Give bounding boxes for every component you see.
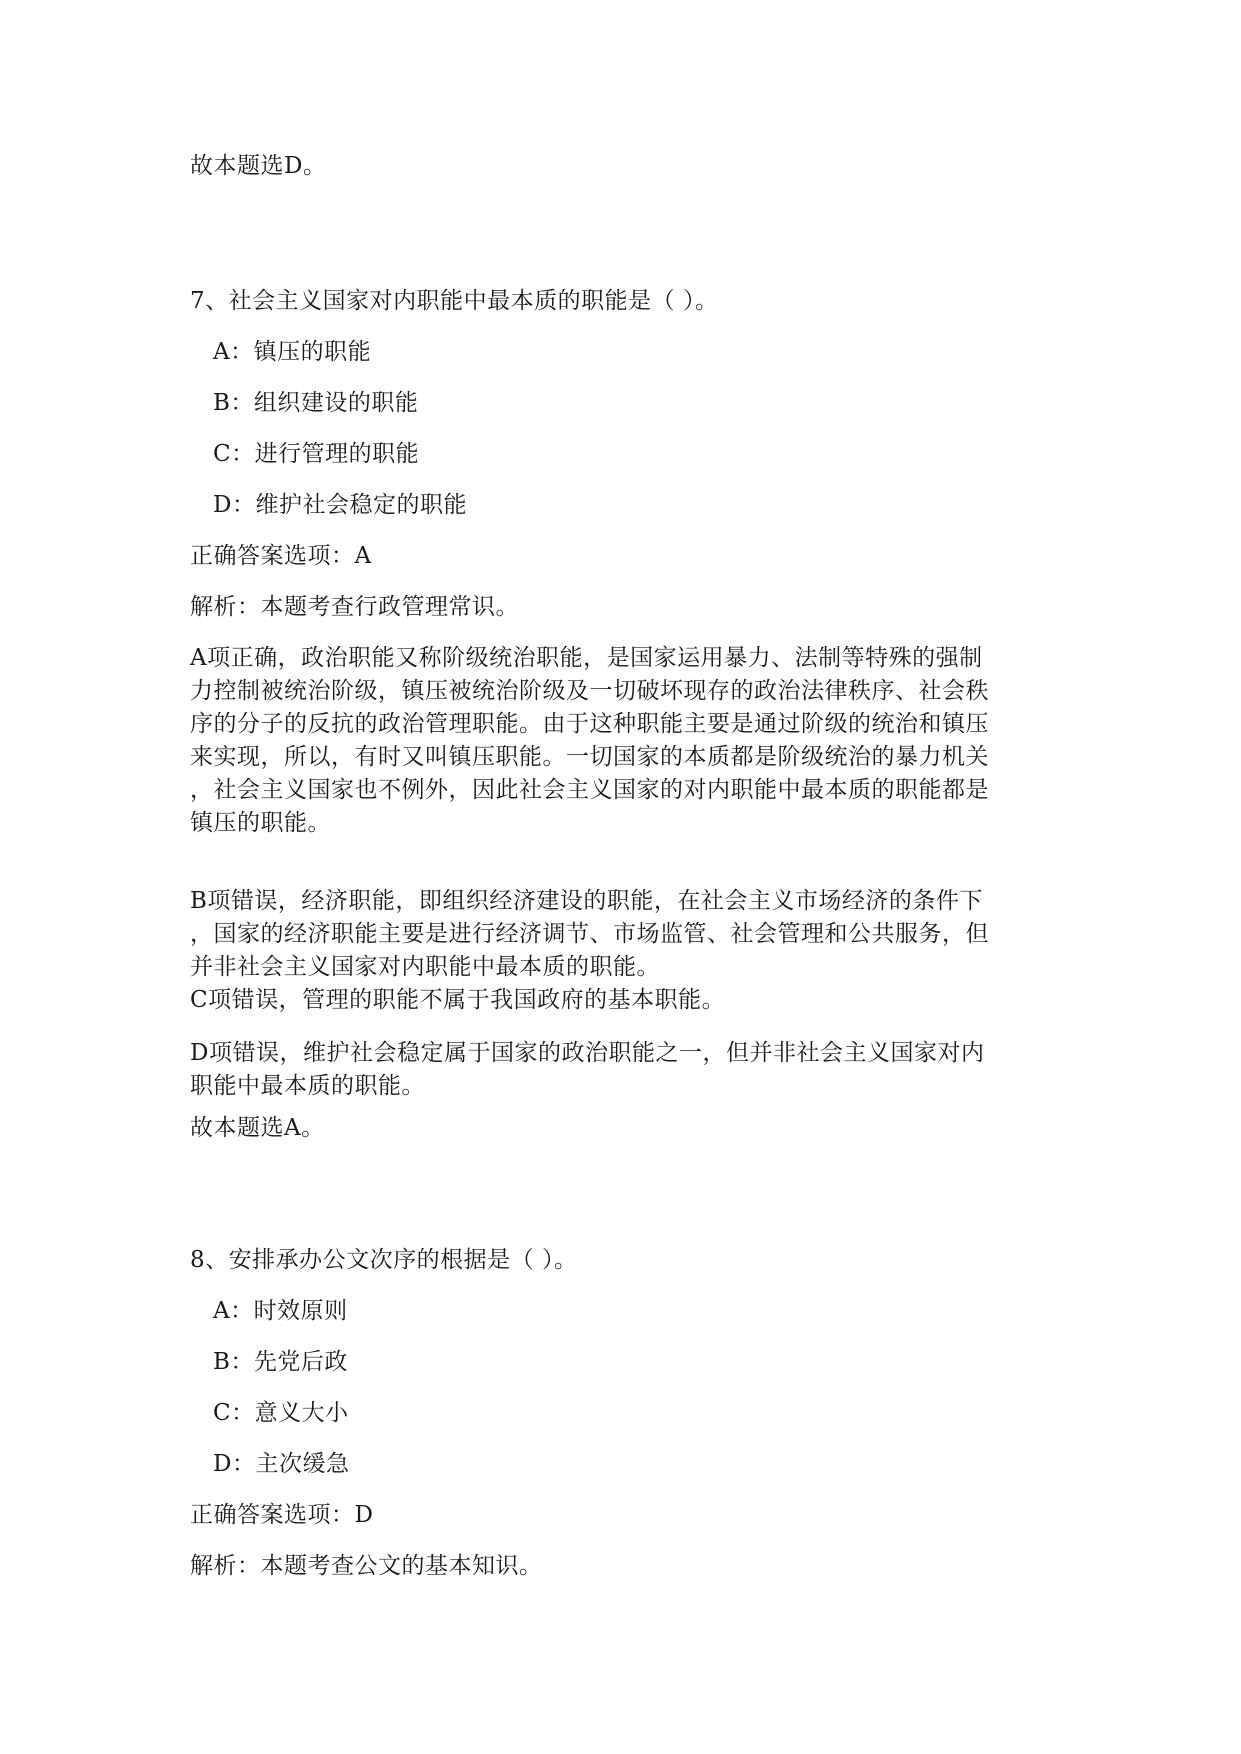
explanation-d-line: D项错误，维护社会稳定属于国家的政治职能之一，但并非社会主义国家对内 [190, 1040, 985, 1066]
question-7-answer: 正确答案选项：A [190, 543, 372, 569]
explanation-d-line: 职能中最本质的职能。 [190, 1073, 425, 1099]
question-8-answer: 正确答案选项：D [190, 1502, 374, 1528]
question-8-option-d: D：主次缓急 [213, 1451, 350, 1477]
question-7-explanation-a [190, 642, 1050, 840]
question-8-stem: 8、安排承办公文次序的根据是（ ）。 [190, 1247, 578, 1273]
explanation-b-line: B项错误，经济职能，即组织经济建设的职能，在社会主义市场经济的条件下 [190, 888, 983, 914]
question-8-option-a: A：时效原则 [213, 1298, 348, 1324]
explanation-a-line: A项正确，政治职能又称阶级统治职能，是国家运用暴力、法制等特殊的强制 [190, 645, 983, 671]
question-7-option-d: D：维护社会稳定的职能 [213, 492, 467, 518]
explanation-b-line: 并非社会主义国家对内职能中最本质的职能。 [190, 954, 660, 980]
explanation-a-line: 来实现，所以，有时又叫镇压职能。一切国家的本质都是阶级统治的暴力机关 [190, 744, 989, 770]
previous-conclusion: 故本题选D。 [190, 153, 327, 179]
question-7-analysis: 解析：本题考查行政管理常识。 [190, 594, 519, 620]
question-7-explanation-c [190, 984, 1050, 1017]
question-7-explanation-d [190, 1037, 1050, 1103]
question-8-analysis: 解析：本题考查公文的基本知识。 [190, 1553, 543, 1579]
question-7-option-c: C：进行管理的职能 [213, 441, 420, 467]
explanation-a-line: ，社会主义国家也不例外，因此社会主义国家的对内职能中最本质的职能都是 [190, 777, 989, 803]
explanation-a-line: 序的分子的反抗的政治管理职能。由于这种职能主要是通过阶级的统治和镇压 [190, 711, 989, 737]
explanation-c-line: C项错误，管理的职能不属于我国政府的基本职能。 [190, 987, 726, 1013]
question-7-option-a: A：镇压的职能 [213, 339, 372, 365]
explanation-a-line: 镇压的职能。 [190, 810, 331, 836]
question-7-option-b: B：组织建设的职能 [213, 390, 419, 416]
question-7-explanation-b [190, 885, 1050, 984]
question-7-stem: 7、社会主义国家对内职能中最本质的职能是（ ）。 [190, 288, 719, 314]
question-8-option-b: B：先党后政 [213, 1349, 348, 1375]
explanation-b-line: ，国家的经济职能主要是进行经济调节、市场监管、社会管理和公共服务，但 [190, 921, 989, 947]
explanation-a-line: 力控制被统治阶级，镇压被统治阶级及一切破坏现存的政治法律秩序、社会秩 [190, 678, 989, 704]
question-7-conclusion: 故本题选A。 [190, 1115, 325, 1141]
question-8-option-c: C：意义大小 [213, 1400, 349, 1426]
